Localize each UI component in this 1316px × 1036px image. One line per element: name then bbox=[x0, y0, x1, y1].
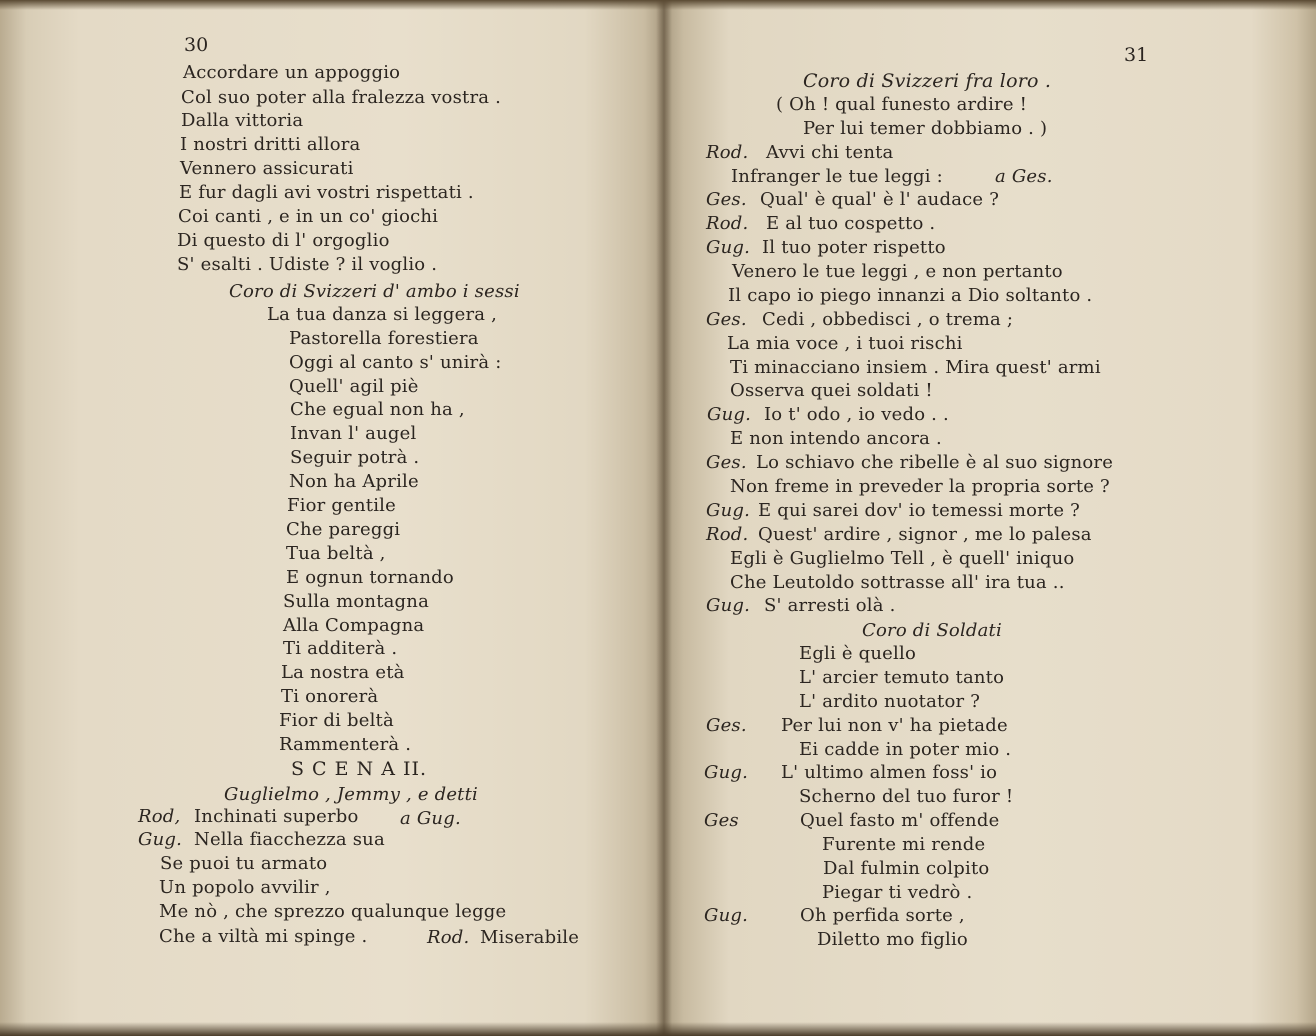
text-line: L' ardito nuotator ? bbox=[799, 691, 981, 712]
text-line: S' esalti . Udiste ? il voglio . bbox=[177, 254, 438, 275]
text-line: Osserva quei soldati ! bbox=[730, 380, 933, 401]
text-line: Fior di beltà bbox=[279, 710, 394, 731]
text-line: Per lui non v' ha pietade bbox=[781, 715, 1008, 736]
text-line: Qual' è qual' è l' audace ? bbox=[760, 189, 1000, 210]
text-line: L' ultimo almen foss' io bbox=[781, 762, 998, 783]
text-line: Scherno del tuo furor ! bbox=[799, 786, 1014, 807]
text-line: La mia voce , i tuoi rischi bbox=[727, 333, 963, 354]
text-line: Sulla montagna bbox=[283, 591, 430, 612]
text-line: Coi canti , e in un co' giochi bbox=[178, 206, 439, 227]
text-line: Un popolo avvilir , bbox=[159, 877, 331, 898]
speaker-label: Gug. bbox=[704, 905, 749, 926]
text-line: Invan l' augel bbox=[290, 423, 417, 444]
text-line: Dalla vittoria bbox=[181, 110, 304, 131]
text-line: Cedi , obbedisci , o trema ; bbox=[762, 309, 1014, 330]
text-line: Di questo di l' orgoglio bbox=[177, 230, 390, 251]
text-line: I nostri dritti allora bbox=[180, 134, 361, 155]
text-line: Se puoi tu armato bbox=[160, 853, 328, 874]
scene-heading: S C E N A II. bbox=[291, 758, 428, 780]
text-line: Accordare un appoggio bbox=[183, 62, 401, 83]
text-line: Che a viltà mi spinge . bbox=[159, 926, 368, 947]
text-line: E fur dagli avi vostri rispettati . bbox=[179, 182, 474, 203]
speaker-label: Rod. bbox=[706, 142, 749, 163]
text-line: Egli è quello bbox=[799, 643, 916, 664]
text-line: La tua danza si leggera , bbox=[267, 304, 498, 325]
speaker-label: Gug. bbox=[704, 762, 749, 783]
speaker-label: Gug. bbox=[706, 237, 751, 258]
book-gutter bbox=[656, 0, 672, 1036]
text-line: Venero le tue leggi , e non pertanto bbox=[732, 261, 1063, 282]
chorus-heading: Coro di Svizzeri d' ambo i sessi bbox=[229, 281, 520, 302]
text-line: S' arresti olà . bbox=[764, 595, 896, 616]
speaker-label: Ges. bbox=[706, 452, 747, 473]
text-line: Nella fiacchezza sua bbox=[194, 829, 385, 850]
text-line: Per lui temer dobbiamo . ) bbox=[803, 118, 1048, 139]
speaker-label: Gug. bbox=[706, 500, 751, 521]
text-line: Alla Compagna bbox=[283, 615, 425, 636]
text-line: Fior gentile bbox=[287, 495, 396, 516]
text-line: Ti minacciano insiem . Mira quest' armi bbox=[730, 357, 1101, 378]
speaker-label: Rod. bbox=[427, 927, 470, 948]
text-line: Lo schiavo che ribelle è al suo signore bbox=[756, 452, 1114, 473]
stage-direction: a Ges. bbox=[995, 166, 1053, 187]
text-line: Che Leutoldo sottrasse all' ira tua .. bbox=[730, 572, 1065, 593]
text-line: Che egual non ha , bbox=[290, 399, 465, 420]
right-page bbox=[664, 0, 1316, 1036]
text-line: Furente mi rende bbox=[822, 834, 986, 855]
speaker-label: Ges. bbox=[706, 715, 747, 736]
text-line: E al tuo cospetto . bbox=[766, 213, 936, 234]
chorus-heading: Coro di Svizzeri fra loro . bbox=[803, 70, 1052, 92]
speaker-label: Gug. bbox=[706, 595, 751, 616]
speaker-label: Gug. bbox=[138, 829, 183, 850]
text-line: Quest' ardire , signor , me lo palesa bbox=[758, 524, 1092, 545]
text-line: Ei cadde in poter mio . bbox=[799, 739, 1012, 760]
text-line: E non intendo ancora . bbox=[730, 428, 942, 449]
speaker-label: Rod, bbox=[138, 806, 181, 827]
text-line: Miserabile bbox=[480, 927, 580, 948]
text-line: Quell' agil piè bbox=[289, 376, 419, 397]
text-line: Io t' odo , io vedo . . bbox=[764, 404, 949, 425]
stage-direction: a Gug. bbox=[400, 808, 461, 829]
page-number: 30 bbox=[184, 34, 209, 56]
text-line: Ti onorerà bbox=[281, 686, 379, 707]
page-edge-bottom bbox=[0, 1022, 1316, 1036]
text-line: Col suo poter alla fralezza vostra . bbox=[181, 87, 502, 108]
text-line: Infranger le tue leggi : bbox=[731, 166, 943, 187]
page-number: 31 bbox=[1124, 44, 1149, 66]
page-edge-top bbox=[0, 0, 1316, 10]
text-line: Non ha Aprile bbox=[289, 471, 419, 492]
speaker-label: Ges bbox=[704, 810, 739, 831]
text-line: Oggi al canto s' unirà : bbox=[289, 352, 502, 373]
text-line: Piegar ti vedrò . bbox=[822, 882, 973, 903]
text-line: Avvi chi tenta bbox=[766, 142, 894, 163]
text-line: Egli è Guglielmo Tell , è quell' iniquo bbox=[730, 548, 1075, 569]
text-line: Il tuo poter rispetto bbox=[762, 237, 946, 258]
speaker-label: Rod. bbox=[706, 213, 749, 234]
text-line: Diletto mo figlio bbox=[817, 929, 968, 950]
text-line: Oh perfida sorte , bbox=[800, 905, 965, 926]
chorus-heading: Coro di Soldati bbox=[862, 620, 1002, 641]
speaker-label: Rod. bbox=[706, 524, 749, 545]
text-line: L' arcier temuto tanto bbox=[799, 667, 1005, 688]
text-line: La nostra età bbox=[281, 662, 405, 683]
text-line: Non freme in preveder la propria sorte ? bbox=[730, 476, 1110, 497]
scene-characters: Guglielmo , Jemmy , e detti bbox=[224, 784, 478, 805]
text-line: E qui sarei dov' io temessi morte ? bbox=[758, 500, 1080, 521]
text-line: Inchinati superbo bbox=[194, 806, 359, 827]
text-line: Me nò , che sprezzo qualunque legge bbox=[159, 901, 507, 922]
text-line: Quel fasto m' offende bbox=[800, 810, 1000, 831]
text-line: ( Oh ! qual funesto ardire ! bbox=[776, 94, 1028, 115]
text-line: Tua beltà , bbox=[286, 543, 386, 564]
text-line: Rammenterà . bbox=[279, 734, 412, 755]
text-line: Il capo io piego innanzi a Dio soltanto . bbox=[728, 285, 1093, 306]
speaker-label: Ges. bbox=[706, 189, 747, 210]
text-line: Dal fulmin colpito bbox=[823, 858, 990, 879]
text-line: Vennero assicurati bbox=[180, 158, 354, 179]
text-line: Che pareggi bbox=[286, 519, 401, 540]
speaker-label: Ges. bbox=[706, 309, 747, 330]
text-line: Pastorella forestiera bbox=[289, 328, 479, 349]
speaker-label: Gug. bbox=[707, 404, 752, 425]
text-line: Ti additerà . bbox=[283, 638, 398, 659]
text-line: Seguir potrà . bbox=[290, 447, 420, 468]
text-line: E ognun tornando bbox=[286, 567, 454, 588]
